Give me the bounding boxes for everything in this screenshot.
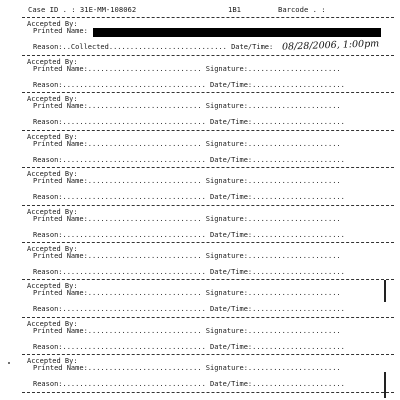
accepted-by-label: Accepted By:: [27, 20, 78, 28]
printed-name-label: Printed Name:: [33, 27, 88, 35]
barcode-label: Barcode . :: [278, 5, 326, 14]
reason-date-time-line: Reason:.................................. Date/Time:......................: [33, 342, 345, 351]
reason-date-time-line: Reason:.................................. Date/Time:......................: [33, 193, 345, 202]
accepted-by-label: Accepted By:: [27, 357, 78, 366]
accepted-by-label: Accepted By:: [27, 245, 78, 253]
divider: [22, 392, 394, 393]
reason-date-time-line: Reason:.................................. Date/Time:......................: [33, 81, 345, 89]
printed-name-signature-line: Printed Name:........................... Signature:......................: [33, 177, 341, 186]
custody-entry-4: [0, 131, 400, 168]
accepted-by-label: Accepted By:: [27, 319, 78, 328]
accepted-by-label: Accepted By:: [27, 95, 78, 104]
scan-artifact: [384, 372, 386, 398]
printed-name-signature-line: Printed Name:........................... Signature:......................: [33, 214, 341, 223]
custody-entry-8: [0, 280, 400, 317]
reason-date-time-line: Reason:.................................. Date/Time:......................: [33, 155, 345, 164]
handwritten-date-time: 08/28/2006, 1:00pm: [281, 38, 380, 53]
printed-name-signature-line: Printed Name:........................... Signature:......................: [33, 364, 341, 373]
accepted-by-label: Accepted By:: [27, 170, 78, 179]
custody-entry-3: [0, 93, 400, 130]
printed-name-signature-line: Printed Name:........................... Signature:......................: [33, 326, 341, 335]
custody-entry-5: [0, 168, 400, 205]
case-id: Case ID . : 31E-MM-108062: [28, 5, 137, 14]
printed-name-signature-line: Printed Name:........................... Signature:......................: [33, 102, 341, 111]
printed-name-signature-line: Printed Name:........................... Signature:......................: [33, 289, 341, 298]
reason-date-time-line: Reason:.................................. Date/Time:......................: [33, 268, 345, 276]
reason-date-time-line: Reason:.................................. Date/Time:......................: [33, 305, 345, 314]
reason-date-time-line: Reason:.................................. Date/Time:......................: [33, 230, 345, 239]
printed-name-signature-line: Printed Name:........................... Signature:......................: [33, 252, 341, 260]
accepted-by-label: Accepted By:: [27, 132, 78, 141]
scan-artifact: [384, 280, 386, 302]
custody-entry-10: [0, 355, 400, 392]
custody-entry-9: [0, 318, 400, 355]
accepted-by-label: Accepted By:: [27, 58, 78, 66]
reason-date-time-line: Reason:.................................. Date/Time:......................: [33, 118, 345, 127]
sequence-number: 1B1: [228, 5, 241, 14]
form-header: [28, 5, 388, 17]
custody-entry-6: [0, 206, 400, 243]
accepted-by-label: Accepted By:: [27, 207, 78, 216]
custody-entry-7: [0, 243, 400, 280]
accepted-by-label: Accepted By:: [27, 282, 78, 291]
reason-line: Reason:..Collected............................ Date/Time:: [33, 43, 274, 51]
printed-name-signature-line: Printed Name:........................... Signature:......................: [33, 139, 341, 148]
reason-date-time-line: Reason:.................................. Date/Time:......................: [33, 380, 345, 389]
redaction-bar: [93, 28, 381, 37]
printed-name-signature-line: Printed Name:........................... Signature:......................: [33, 65, 341, 73]
custody-entry-2: [0, 56, 400, 93]
scan-speck: [8, 362, 10, 364]
